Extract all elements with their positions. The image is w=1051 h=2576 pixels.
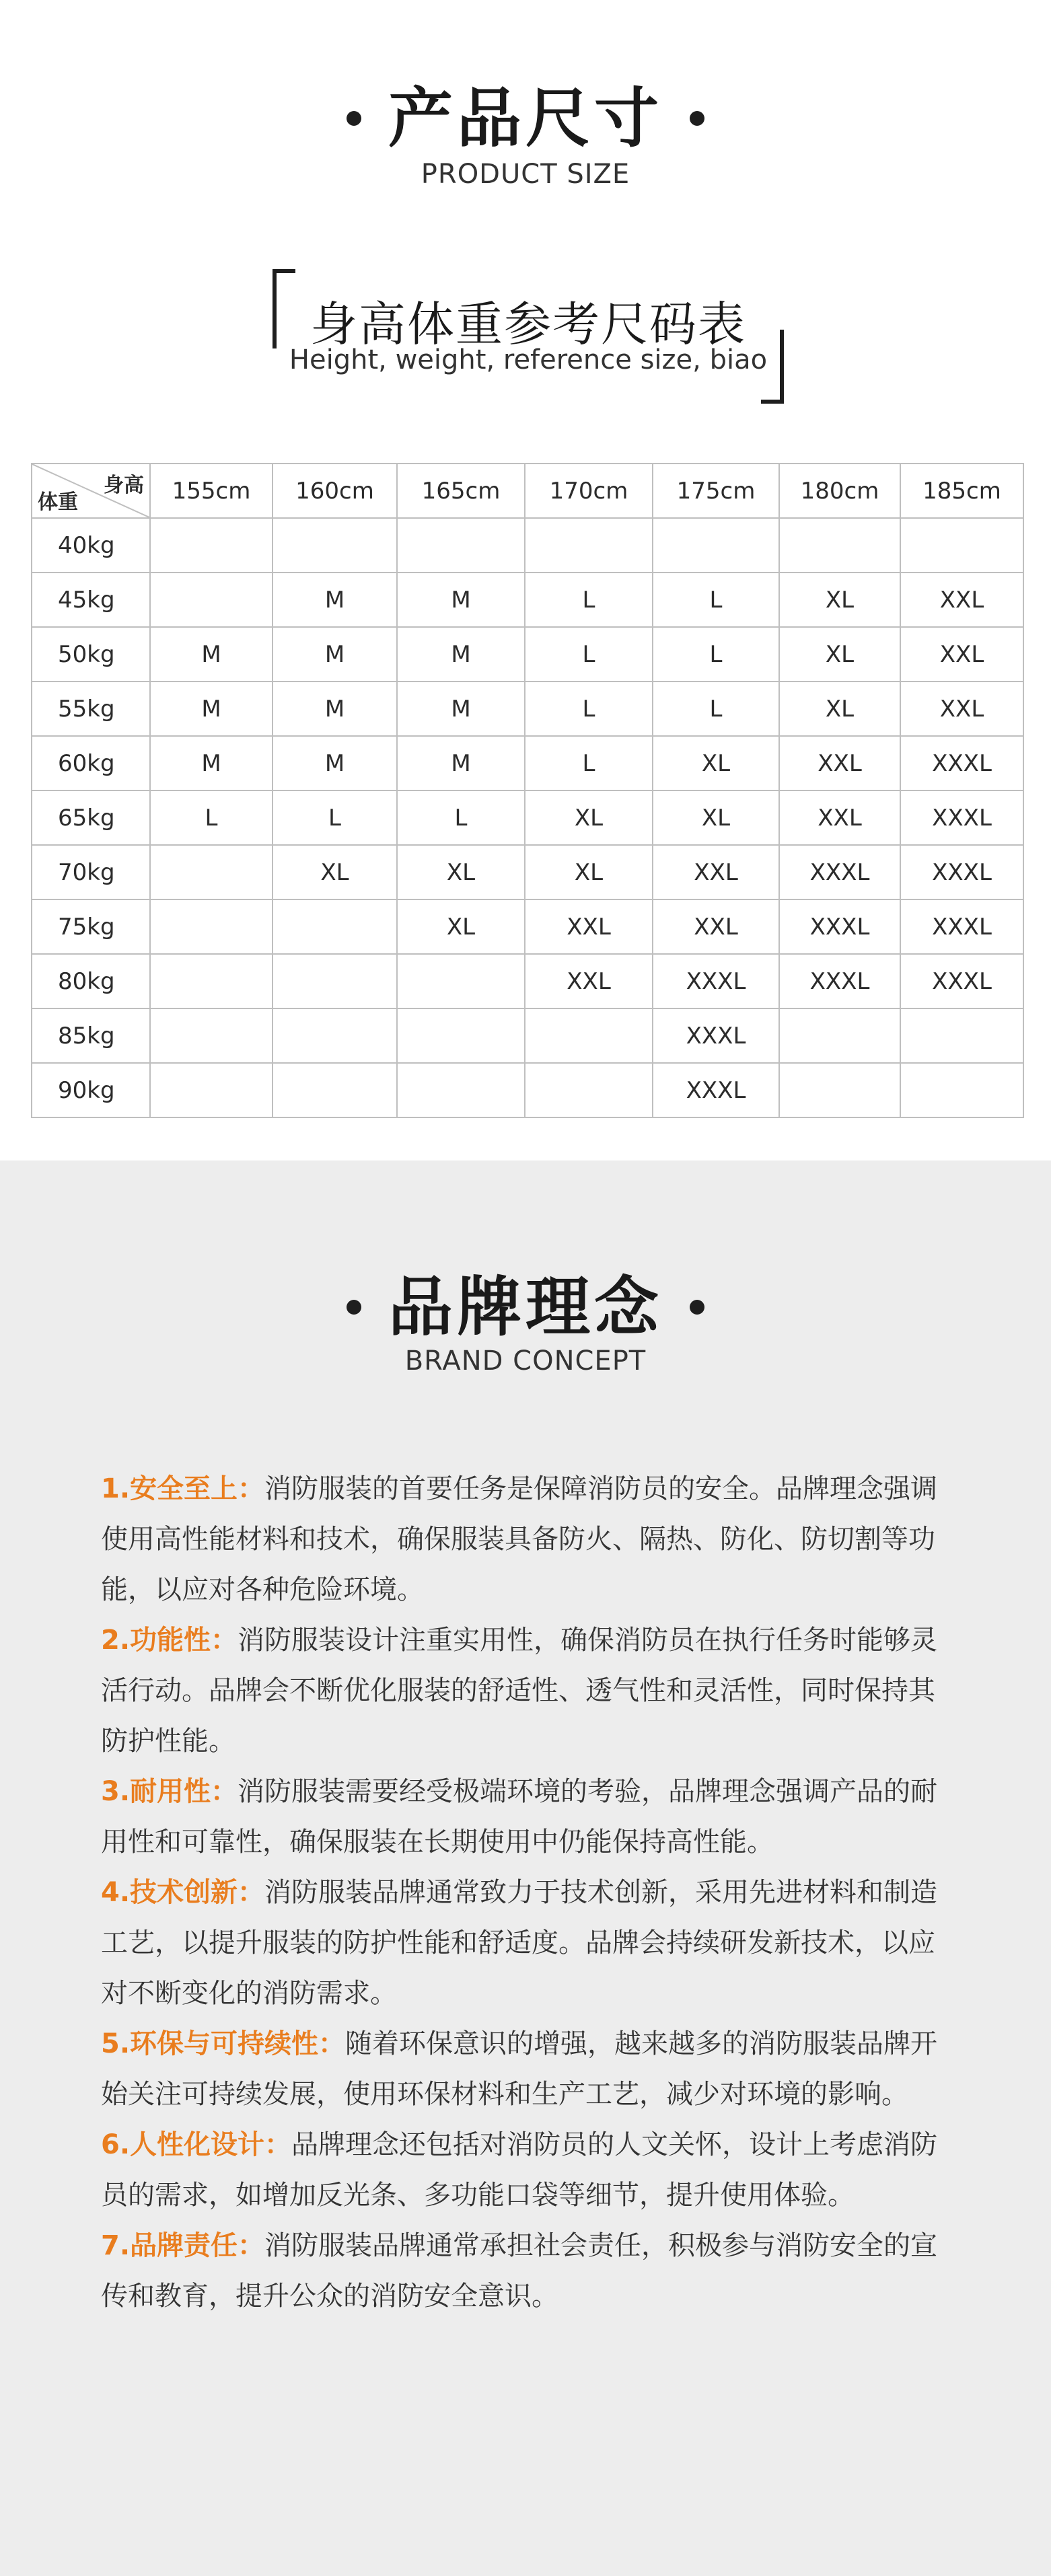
table-row — [32, 627, 1023, 682]
size-cell — [273, 1063, 397, 1117]
table-corner-cell — [32, 464, 150, 518]
size-cell: M — [397, 736, 525, 790]
reference-table-subtitle: Height, weight, reference size, biao — [289, 344, 768, 375]
size-cell: XXL — [900, 627, 1023, 682]
concept-item — [101, 2221, 955, 2322]
size-cell — [150, 518, 273, 573]
table-row — [32, 736, 1023, 790]
size-cell: XXL — [653, 845, 779, 899]
size-cell: L — [653, 573, 779, 627]
size-cell — [150, 845, 273, 899]
size-cell: M — [273, 736, 397, 790]
size-cell: M — [273, 627, 397, 682]
table-row — [32, 682, 1023, 736]
size-cell: XXL — [779, 790, 900, 845]
size-cell — [653, 518, 779, 573]
weight-label: 50kg — [32, 627, 150, 682]
weight-label: 40kg — [32, 518, 150, 573]
size-cell: XL — [653, 790, 779, 845]
size-cell: XXXL — [779, 899, 900, 954]
size-cell — [150, 954, 273, 1008]
height-header: 155cm — [150, 464, 273, 518]
concept-item-title: 6.人性化设计： — [101, 2129, 292, 2160]
product-size-section — [0, 0, 1051, 1161]
product-size-title: 产品尺寸 — [388, 81, 663, 156]
concept-item-text: 消防服装品牌通常致力于技术创新，采用先进材料和制造工艺，以提升服装的防护性能和舒适度。品牌会持续研发新技术，以应对不断变化的消防需求。 — [101, 1877, 938, 2009]
size-cell — [397, 518, 525, 573]
size-cell: XXL — [653, 899, 779, 954]
table-row — [32, 573, 1023, 627]
size-cell: XXL — [779, 736, 900, 790]
size-cell — [150, 899, 273, 954]
concept-item-title: 5.环保与可持续性： — [101, 2028, 346, 2059]
weight-label: 45kg — [32, 573, 150, 627]
bullet-dot-icon — [690, 111, 704, 126]
size-cell: XL — [397, 845, 525, 899]
concept-item-title: 7.品牌责任： — [101, 2230, 265, 2261]
size-cell — [273, 954, 397, 1008]
size-cell: XXL — [900, 682, 1023, 736]
brand-concept-title: 品牌理念 — [388, 1269, 663, 1345]
size-cell: XL — [525, 845, 653, 899]
size-cell: XL — [525, 790, 653, 845]
size-cell: XXXL — [653, 954, 779, 1008]
size-cell — [397, 1063, 525, 1117]
brand-concept-list — [101, 1464, 955, 2322]
concept-item — [101, 2019, 955, 2120]
concept-item-text: 消防服装设计注重实用性，确保消防员在执行任务时能够灵活行动。品牌会不断优化服装的舒适性、透气性和灵活性，同时保持其防护性能。 — [101, 1625, 938, 1757]
concept-item-text: 随着环保意识的增强，越来越多的消防服装品牌开始关注可持续发展，使用环保材料和生产工艺，减少对环境的影响。 — [101, 2028, 938, 2110]
table-header-row — [32, 464, 1023, 518]
size-cell: L — [397, 790, 525, 845]
concept-item — [101, 1868, 955, 2019]
size-cell: L — [525, 627, 653, 682]
concept-item — [101, 1464, 955, 1615]
concept-item-title: 3.耐用性： — [101, 1776, 238, 1807]
weight-label: 60kg — [32, 736, 150, 790]
size-cell — [900, 1063, 1023, 1117]
size-cell: XL — [653, 736, 779, 790]
corner-weight-label: 体重 — [38, 490, 78, 514]
table-row — [32, 845, 1023, 899]
size-cell: L — [653, 627, 779, 682]
size-cell: M — [150, 627, 273, 682]
size-cell: L — [525, 736, 653, 790]
product-size-heading-row — [0, 81, 1051, 156]
brand-concept-heading-row — [0, 1269, 1051, 1345]
size-cell: XXXL — [779, 954, 900, 1008]
size-cell — [273, 518, 397, 573]
size-cell — [779, 1008, 900, 1063]
size-cell: L — [525, 573, 653, 627]
size-cell: M — [397, 627, 525, 682]
size-cell: XXXL — [653, 1063, 779, 1117]
table-row — [32, 1063, 1023, 1117]
weight-label: 55kg — [32, 682, 150, 736]
concept-item-title: 4.技术创新： — [101, 1877, 265, 1908]
concept-item — [101, 1615, 955, 1767]
size-cell — [779, 1063, 900, 1117]
brand-concept-subtitle: BRAND CONCEPT — [404, 1346, 647, 1376]
size-cell: L — [653, 682, 779, 736]
size-cell: M — [397, 682, 525, 736]
size-cell: M — [397, 573, 525, 627]
size-cell: M — [150, 682, 273, 736]
concept-item-text: 消防服装需要经受极端环境的考验，品牌理念强调产品的耐用性和可靠性，确保服装在长期使用中仍能保持高性能。 — [101, 1776, 938, 1857]
size-cell — [525, 1008, 653, 1063]
concept-item-text: 消防服装的首要任务是保障消防员的安全。品牌理念强调使用高性能材料和技术，确保服装具备防火、隔热、防化、防切割等功能，以应对各种危险环境。 — [101, 1473, 938, 1605]
concept-item-title: 2.功能性： — [101, 1625, 238, 1656]
table-row — [32, 518, 1023, 573]
size-cell: XXL — [900, 573, 1023, 627]
size-cell — [779, 518, 900, 573]
size-cell — [525, 1063, 653, 1117]
size-cell: M — [273, 573, 397, 627]
size-cell: XXXL — [900, 736, 1023, 790]
table-row — [32, 790, 1023, 845]
size-cell: XXL — [525, 954, 653, 1008]
size-cell: XXL — [525, 899, 653, 954]
weight-label: 75kg — [32, 899, 150, 954]
size-cell: L — [525, 682, 653, 736]
weight-label: 80kg — [32, 954, 150, 1008]
corner-height-label: 身高 — [104, 474, 144, 497]
size-cell: XXXL — [900, 899, 1023, 954]
size-cell: XXXL — [900, 954, 1023, 1008]
height-header: 180cm — [779, 464, 900, 518]
size-cell — [273, 1008, 397, 1063]
height-header: 175cm — [653, 464, 779, 518]
weight-label: 70kg — [32, 845, 150, 899]
height-header: 170cm — [525, 464, 653, 518]
size-cell: XXXL — [900, 845, 1023, 899]
size-cell: M — [150, 736, 273, 790]
size-cell: XL — [273, 845, 397, 899]
weight-label: 90kg — [32, 1063, 150, 1117]
table-row — [32, 954, 1023, 1008]
height-header: 185cm — [900, 464, 1023, 518]
size-cell: XL — [779, 627, 900, 682]
reference-table-caption — [273, 269, 784, 404]
size-cell: XL — [779, 573, 900, 627]
bullet-dot-icon — [690, 1300, 704, 1315]
size-cell — [900, 1008, 1023, 1063]
size-cell — [150, 573, 273, 627]
size-cell: XL — [779, 682, 900, 736]
size-cell — [150, 1063, 273, 1117]
concept-item — [101, 1767, 955, 1868]
size-cell: XXXL — [653, 1008, 779, 1063]
size-cell: XXXL — [900, 790, 1023, 845]
size-cell: XL — [397, 899, 525, 954]
size-cell — [273, 899, 397, 954]
weight-label: 65kg — [32, 790, 150, 845]
size-table-body — [32, 464, 1023, 1117]
table-row — [32, 899, 1023, 954]
size-cell: L — [273, 790, 397, 845]
size-cell: XXXL — [779, 845, 900, 899]
concept-item-title: 1.安全至上： — [101, 1473, 265, 1504]
bullet-dot-icon — [347, 111, 361, 126]
concept-item-text: 消防服装品牌通常承担社会责任，积极参与消防安全的宣传和教育，提升公众的消防安全意识。 — [101, 2230, 938, 2312]
size-cell — [900, 518, 1023, 573]
height-header: 165cm — [397, 464, 525, 518]
reference-table-title: 身高体重参考尺码表 — [310, 297, 746, 352]
size-cell — [525, 518, 653, 573]
size-cell — [397, 1008, 525, 1063]
concept-item-text: 品牌理念还包括对消防员的人文关怀，设计上考虑消防员的需求，如增加反光条、多功能口袋等细节，提升使用体验。 — [101, 2129, 938, 2211]
product-size-subtitle: PRODUCT SIZE — [421, 159, 630, 190]
size-cell: L — [150, 790, 273, 845]
size-table — [31, 463, 1024, 1118]
size-cell: M — [273, 682, 397, 736]
bullet-dot-icon — [347, 1300, 361, 1315]
size-cell — [397, 954, 525, 1008]
concept-item — [101, 2120, 955, 2221]
size-cell — [150, 1008, 273, 1063]
height-header: 160cm — [273, 464, 397, 518]
table-row — [32, 1008, 1023, 1063]
weight-label: 85kg — [32, 1008, 150, 1063]
